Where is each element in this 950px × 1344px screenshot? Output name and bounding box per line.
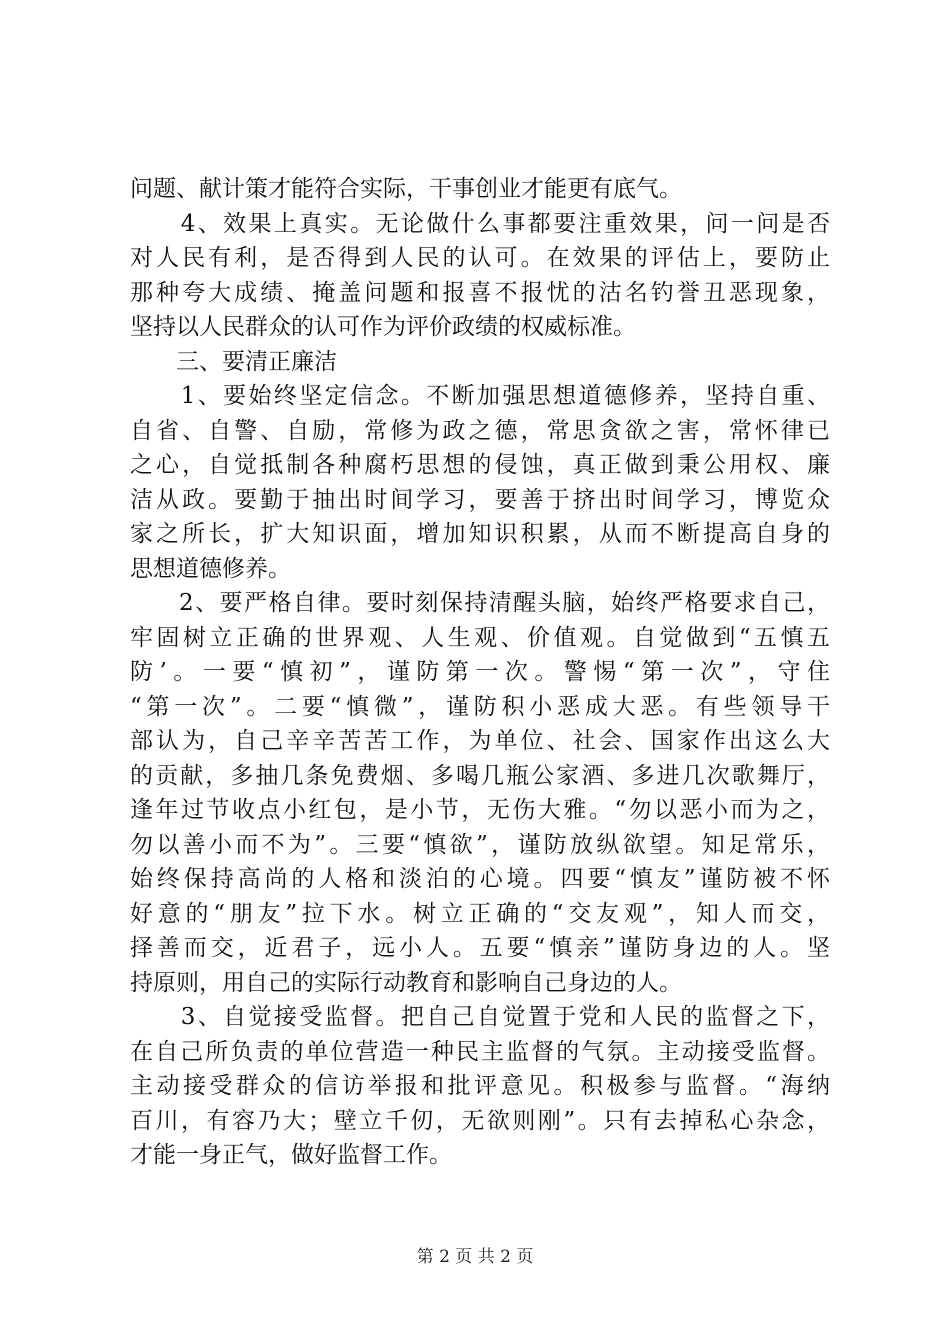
text-line: 家之所长，扩大知识面，增加知识积累，从而不断提高自身的 bbox=[130, 521, 830, 547]
text-line: 牢固树立正确的世界观、人生观、价值观。自觉做到“五慎五 bbox=[130, 624, 830, 651]
text-line: 3、自觉接受监督。把自己自觉置于党和人民的监督之下， bbox=[130, 1004, 830, 1030]
text-line: 1、要始终坚定信念。不断加强思想道德修养，坚持自重、 bbox=[130, 383, 830, 409]
text-line: 那种夸大成绩、掩盖问题和报喜不报忧的沽名钓誉丑恶现象， bbox=[130, 279, 830, 306]
text-line: 在自己所负责的单位营造一种民主监督的气氛。主动接受监督。 bbox=[130, 1038, 830, 1065]
text-line: 百川，有容乃大；壁立千仞，无欲则刚”。只有去掉私心杂念， bbox=[130, 1107, 830, 1134]
text-line: 持原则，用自己的实际行动教育和影响自己身边的人。 bbox=[130, 969, 682, 996]
text-line: 思想道德修养。 bbox=[130, 555, 291, 582]
text-line: 逢年过节收点小红包，是小节，无伤大雅。“勿以恶小而为之， bbox=[130, 797, 830, 823]
text-line: 三、要清正廉洁 bbox=[130, 348, 337, 375]
text-line: 2、要严格自律。要时刻保持清醒头脑，始终严格要求自己， bbox=[130, 590, 830, 616]
text-line: 之心，自觉抵制各种腐朽思想的侵蚀，真正做到秉公用权、廉 bbox=[130, 452, 830, 478]
text-line: 勿以善小而不为”。三要“慎欲”，谨防放纵欲望。知足常乐， bbox=[130, 831, 830, 858]
text-line: 的贡献，多抽几条免费烟、多喝几瓶公家酒、多进几次歌舞厅， bbox=[130, 762, 830, 789]
text-line: 4、效果上真实。无论做什么事都要注重效果，问一问是否 bbox=[130, 210, 830, 237]
text-line: 始终保持高尚的人格和淡泊的心境。四要“慎友”谨防被不怀 bbox=[130, 866, 830, 892]
text-line: 才能一身正气，做好监督工作。 bbox=[130, 1142, 452, 1168]
document-body bbox=[130, 172, 830, 1173]
text-line: 洁从政。要勤于抽出时间学习，要善于挤出时间学习，博览众 bbox=[130, 486, 830, 513]
text-line: 对人民有利，是否得到人民的认可。在效果的评估上，要防止 bbox=[130, 245, 830, 271]
text-line: “第一次”。二要“慎微”，谨防积小恶成大恶。有些领导干 bbox=[130, 693, 830, 720]
text-line: 防’。一要“慎初”，谨防第一次。警惕“第一次”，守住 bbox=[130, 659, 830, 685]
text-line: 部认为，自己辛辛苦苦工作，为单位、社会、国家作出这么大 bbox=[130, 728, 830, 754]
text-line: 问题、献计策才能符合实际，干事创业才能更有底气。 bbox=[130, 176, 682, 202]
text-line: 择善而交，近君子，远小人。五要“慎亲”谨防身边的人。坚 bbox=[130, 935, 830, 961]
text-line: 好意的“朋友”拉下水。树立正确的“交友观”，知人而交， bbox=[130, 900, 830, 927]
text-line: 坚持以人民群众的认可作为评价政绩的权威标准。 bbox=[130, 314, 636, 340]
text-line: 主动接受群众的信访举报和批评意见。积极参与监督。“海纳 bbox=[130, 1073, 830, 1099]
text-line: 自省、自警、自励，常修为政之德，常思贪欲之害，常怀律已 bbox=[130, 417, 830, 444]
page-footer: 第 2 页 共 2 页 bbox=[416, 1247, 534, 1267]
